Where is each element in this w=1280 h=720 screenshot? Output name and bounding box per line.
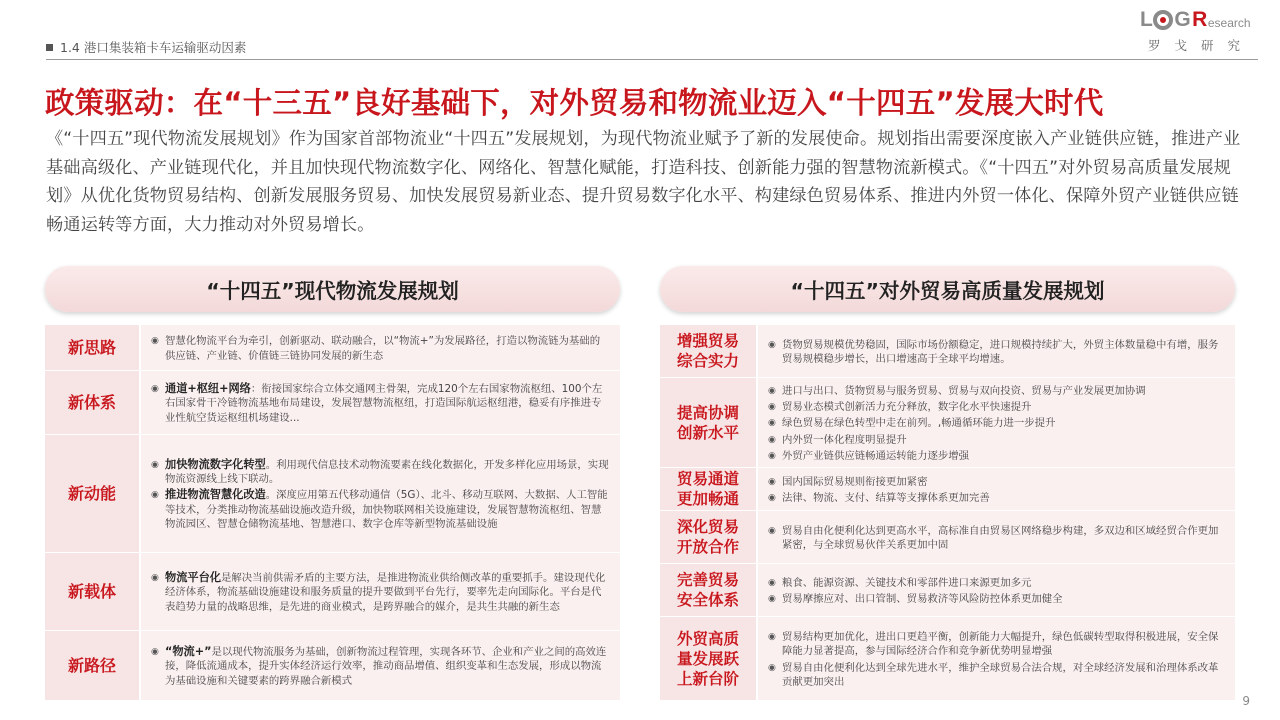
target-bullet-icon: ◉ [768,402,776,413]
item-text [165,571,610,614]
item-body-text: 贸易摩擦应对、出口管制、贸易救济等风险防控体系更加健全 [782,593,1063,605]
list-item [151,571,610,614]
item-text [782,449,1225,463]
item-text [165,645,610,688]
item-body-text: 贸易自由化便利化达到全球先进水平，维护全球贸易合法合规，对全球经济发展和治理体系改革贡献更加突出 [782,661,1219,688]
target-bullet-icon: ◉ [768,450,776,461]
list-item [768,661,1225,689]
target-bullet-icon: ◉ [768,525,776,536]
target-bullet-icon: ◉ [151,459,159,470]
row-content [756,511,1235,564]
row-content [139,631,620,701]
row-content [139,553,620,631]
left-panel-heading: “十四五”现代物流发展规划 [45,266,620,312]
item-body-text: 国内国际贸易规则衔接更加紧密 [782,475,928,488]
item-body-text: 是解决当前供需矛盾的主要方法，是推进物流业供给侧改革的重要抓手。建设现代化经济体系，物流基础设施建设和服务质量的提升要做到平台先行，要率先走向国际化。平台是代表趋势力量的战略思维，是先进的商业模式，是跨界融合的媒介，是共生共融的新生态 [165,572,606,613]
row-content [756,325,1235,378]
item-body-text: 贸易自由化便利化达到更高水平，高标准自由贸易区网络稳步构建，多双边和区域经贸合作更加紧密，与全球贸易伙伴关系更加中固 [782,524,1219,551]
table-row [660,564,1235,617]
item-body-text: 绿色贸易在绿色转型中走在前列。,畅通循环能力进一步提升 [782,417,1056,430]
target-bullet-icon: ◉ [768,476,776,487]
row-content [756,468,1235,511]
target-bullet-icon: ◉ [768,577,776,588]
target-bullet-icon: ◉ [768,386,776,396]
item-body-text: 。深度应用第五代移动通信（5G）、北斗、移动互联网、大数据、人工智能等技术，分类推动物流基础设施改造升级，加快物联网相关设施建设，发展智慧物流枢纽、智慧物流园区、智慧仓储物流基地、智慧港口、数字仓库等新型物流基础设施 [165,489,608,530]
row-label: 提高协调创新水平 [660,378,756,468]
item-body-text: 贸易业态模式创新活力充分释放，数字化水平快速提升 [782,401,1032,414]
item-text [782,491,1225,505]
item-text [782,416,1225,430]
item-body-text: 贸易结构更加优化，进出口更趋平衡，创新能力大幅提升，绿色低碳转型取得积极进展，安全保障能力显著提高，参与国际经济合作和竞争新优势明显增强 [782,631,1219,658]
target-bullet-icon: ◉ [151,647,159,658]
item-body-text: 外贸产业链供应链畅通运转能力逐步增强 [782,449,970,462]
row-label: 新思路 [45,325,139,371]
trade-plan-table [660,325,1235,701]
row-label: 新体系 [45,371,139,435]
item-body-text: 粮食、能源资源、关键技术和零部件进口来源更加多元 [782,576,1032,589]
logo-letter-r: R [1192,8,1207,31]
row-label: 新动能 [45,435,139,553]
right-panel-heading: “十四五”对外贸易高质量发展规划 [660,266,1235,312]
logo-o-ring-icon [1153,10,1173,30]
item-text [782,592,1225,606]
item-text [782,661,1225,689]
item-bold-text: “物流+” [165,645,212,659]
item-body-text: 法律、物流、支付、结算等支撑体系更加完善 [782,492,990,504]
item-text [782,338,1225,366]
item-text [782,475,1225,489]
logistics-plan-table [45,325,620,701]
table-row [45,631,620,701]
item-body-text: 是以现代物流服务为基础，创新物流过程管理，实现各环节、企业和产业之间的高效连接，降低流通成本，提升实体经济运行效率，推动商品增值、组织变革和生态发展，形成以物流为基础设施和关键要素的跨界融合新模式 [165,646,607,687]
logo-letter-l: L [1140,8,1153,31]
logo-research-text: esearch [1207,16,1251,30]
item-body-text: 进口与出口、货物贸易与服务贸易、贸易与双向投资、贸易与产业发展更加协调 [782,385,1146,397]
row-label: 完善贸易安全体系 [660,564,756,617]
list-item [768,449,1225,463]
table-row [45,371,620,435]
item-text [165,382,610,425]
item-bold-text: 通道+枢纽+网络 [165,382,251,396]
list-item [768,400,1225,414]
item-body-text: 智慧化物流平台为牵引，创新驱动、联动融合，以“物流+”为发展路径，打造以物流链为基础的供应链、产业链、价值链三链协同发展的新生态 [165,335,601,362]
row-content [139,325,620,371]
table-row [660,468,1235,511]
list-item [768,416,1225,430]
target-bullet-icon: ◉ [768,493,776,503]
table-row [45,553,620,631]
list-item [768,524,1225,552]
target-bullet-icon: ◉ [151,336,159,347]
item-text [782,576,1225,590]
list-item [151,334,610,362]
row-label: 深化贸易开放合作 [660,511,756,564]
list-item [768,592,1225,606]
item-body-text: ：衔接国家综合立体交通网主骨架，完成120个左右国家物流枢纽、100个左右国家骨干冷链物流基地布局建设，发展智慧物流枢纽，打造国际航运枢纽港，稳妥有序推进专业性航空货运枢纽机场建设... [165,383,603,424]
row-label: 外贸高质量发展跃上新台阶 [660,617,756,701]
row-content [756,617,1235,701]
page-number: 9 [1242,694,1250,708]
item-body-text: 。利用现代信息技术动物流要素在线化数据化，开发多样化应用场景，实现物流资源线上线下联动。 [165,458,609,486]
item-text [782,400,1225,414]
intro-paragraph: 《“十四五”现代物流发展规划》作为国家首部物流业“十四五”发展规划，为现代物流业赋予了新的发展使命。规划指出需要深度嵌入产业链供应链，推进产业基础高级化、产业链现代化，并且加快现代物流数字化、网络化、智慧化赋能，打造科技、创新能力强的智慧物流新模式。《“十四五”对外贸易高质量发展规划》从优化货物贸易结构、创新发展服务贸易、加快发展贸易新业态、提升贸易数字化水平、构建绿色贸易体系、推进内外贸一体化、保障外贸产业链供应链畅通运转等方面，大力推动对外贸易增长。 [46,129,1241,235]
list-item [151,645,610,688]
square-bullet-icon [46,44,53,51]
item-text [165,334,610,362]
row-content [139,435,620,553]
item-body-text: 货物贸易规模优势稳固，国际市场份额稳定，进口规模持续扩大，外贸主体数量稳中有增，服务贸易规模稳步增长，出口增速高于全球平均增速。 [782,338,1219,365]
item-text [782,433,1225,447]
item-text [782,384,1225,398]
target-bullet-icon: ◉ [768,418,776,429]
section-label-text: 1.4 港口集装箱卡车运输驱动因素 [60,40,247,55]
item-bold-text: 推进物流智慧化改造 [165,488,266,502]
logr-research-logo [1140,8,1260,58]
header-divider [46,59,1258,60]
row-label: 贸易通道更加畅通 [660,468,756,511]
list-item [768,338,1225,366]
row-label: 新路径 [45,631,139,701]
target-bullet-icon: ◉ [151,384,159,395]
list-item [768,491,1225,505]
list-item [768,475,1225,489]
table-row [660,325,1235,378]
row-content [756,564,1235,617]
list-item [768,384,1225,398]
target-bullet-icon: ◉ [768,662,776,673]
list-item [151,382,610,425]
item-text [165,488,610,531]
list-item [768,630,1225,658]
item-bold-text: 物流平台化 [165,571,221,585]
target-bullet-icon: ◉ [768,594,776,604]
list-item [151,458,610,486]
item-text [782,524,1225,552]
target-bullet-icon: ◉ [768,632,776,643]
row-content [756,378,1235,468]
table-row [660,617,1235,701]
target-bullet-icon: ◉ [151,490,159,501]
list-item [151,488,610,531]
row-label: 新载体 [45,553,139,631]
row-content [139,371,620,435]
target-bullet-icon: ◉ [768,339,776,350]
logo-mark [1140,8,1260,32]
logo-letter-g: G [1174,8,1191,31]
target-bullet-icon: ◉ [768,434,776,445]
logo-chinese-name: 罗戈研究 [1148,38,1255,53]
section-label [46,38,246,56]
table-row [45,325,620,371]
row-label: 增强贸易综合实力 [660,325,756,378]
item-text [165,458,610,486]
table-row [660,378,1235,468]
page-title: 政策驱动：在“十三五”良好基础下，对外贸易和物流业迈入“十四五”发展大时代 [45,86,1104,120]
table-row [45,435,620,553]
item-text [782,630,1225,658]
target-bullet-icon: ◉ [151,573,159,584]
item-body-text: 内外贸一体化程度明显提升 [782,433,907,446]
list-item [768,576,1225,590]
item-bold-text: 加快物流数字化转型 [165,457,266,471]
table-row [660,511,1235,564]
list-item [768,433,1225,447]
